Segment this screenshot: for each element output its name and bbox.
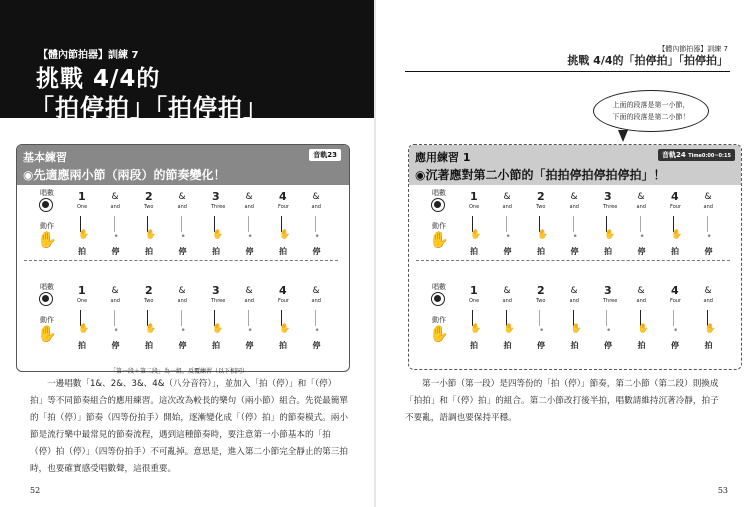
metronome-icon (431, 198, 445, 212)
beat-number: & (503, 192, 511, 202)
clap-label: 拍 (212, 341, 220, 350)
hand-icon: ✋ (429, 230, 449, 249)
clap-hand-icon: ✋ (570, 324, 582, 334)
panel-caption: 「第一段＋第二段」為一組，反覆練習（以下相同） (110, 368, 249, 375)
track-badge (658, 149, 735, 161)
clap-label: 停 (671, 341, 679, 350)
beat-word: Three (603, 298, 618, 304)
beat-word: One (77, 298, 88, 304)
beat-number: 1 (470, 190, 478, 203)
beat-word: and (244, 298, 254, 304)
panel-header (17, 145, 349, 185)
hand-icon: ✋ (37, 324, 57, 343)
page-number: 52 (30, 486, 41, 495)
beat-number: & (245, 286, 253, 296)
clap-label: 拍 (503, 341, 512, 350)
beat-number: & (312, 192, 320, 202)
beat-number: 1 (78, 284, 86, 297)
panel-heading: 基本練習 (23, 151, 67, 164)
rest-hand-icon: • (606, 326, 612, 336)
title-line-2: 「拍停拍」「拍停拍」 (30, 94, 268, 122)
beat-line (506, 216, 507, 232)
metronome-icon (431, 292, 445, 306)
beat-word: One (469, 298, 480, 304)
beat-line (248, 216, 249, 232)
rest-hand-icon: • (572, 232, 578, 242)
clap-label: 拍 (637, 341, 646, 350)
clap-label: 拍 (279, 341, 287, 350)
book-gutter (374, 0, 376, 507)
clap-label: 停 (312, 341, 321, 350)
metronome-icon (39, 198, 53, 212)
rest-hand-icon: • (180, 326, 186, 336)
rest-hand-icon: • (113, 326, 119, 336)
beat-word: and (636, 204, 646, 210)
running-title: 挑戰 4/4的「拍停拍」「拍停拍」 (567, 54, 728, 67)
beat-word: Four (278, 204, 289, 210)
beat-number: & (178, 286, 186, 296)
page-number: 53 (717, 486, 728, 495)
rest-hand-icon: • (505, 232, 511, 242)
clap-label: 拍 (470, 247, 478, 256)
bubble-line-1: 上面的段落是第一小節， (612, 101, 690, 109)
rest-hand-icon: • (314, 232, 320, 242)
rest-hand-icon: • (247, 326, 253, 336)
beat-number: & (637, 286, 645, 296)
count-row-label: 唱數 (40, 189, 54, 197)
beat-line (707, 216, 708, 232)
track-time: Time0:00~0:15 (688, 153, 731, 159)
clap-hand-icon: ✋ (470, 230, 482, 240)
beat-word: and (311, 204, 321, 210)
bar-divider (416, 260, 730, 261)
panel-heading: 應用練習 1 (415, 151, 471, 164)
metronome-icon (39, 292, 53, 306)
panel-subheading: ◉先適應兩小節（兩段）的節奏變化！ (23, 168, 226, 182)
count-row-label: 唱數 (432, 283, 446, 291)
beat-word: and (703, 204, 713, 210)
beat-word: Four (670, 298, 681, 304)
hand-icon: ✋ (37, 230, 57, 249)
beat-word: and (569, 204, 579, 210)
beat-word: One (77, 204, 88, 210)
beat-number: 4 (671, 284, 679, 297)
beat-line (539, 310, 540, 326)
speech-bubble (593, 90, 709, 132)
beat-line (573, 216, 574, 232)
beat-line (315, 216, 316, 232)
right-paragraph: 第一小節（第一段）是四等份的「拍（停）」節奏，第二小節（第二段）則換成「拍拍」和「（停）拍」的組合。第二小節改打後半拍，唱數請維持沉著冷靜，拍子不要亂，語調也要保持平穩。 (405, 379, 719, 423)
title-rule (405, 71, 730, 72)
clap-label: 拍 (704, 341, 713, 350)
basic-practice-panel (16, 144, 350, 372)
beat-line (315, 310, 316, 326)
beat-number: 1 (470, 284, 478, 297)
clap-hand-icon: ✋ (470, 324, 482, 334)
clap-label: 拍 (145, 247, 153, 256)
rest-hand-icon: • (314, 326, 320, 336)
rest-hand-icon: • (706, 232, 712, 242)
beat-word: and (244, 204, 254, 210)
beat-word: Two (144, 204, 154, 210)
title-block (0, 0, 375, 122)
beat-number: 2 (145, 284, 153, 297)
beat-word: Three (211, 298, 226, 304)
beat-line (114, 216, 115, 232)
beat-word: and (502, 298, 512, 304)
track-badge: 音軌23 (309, 149, 341, 161)
beat-word: Three (211, 204, 226, 210)
clap-hand-icon: ✋ (537, 230, 549, 240)
beat-number: 2 (537, 284, 545, 297)
clap-hand-icon: ✋ (604, 230, 616, 240)
beat-number: & (704, 286, 712, 296)
clap-label: 拍 (78, 341, 86, 350)
beat-number: 4 (671, 190, 679, 203)
clap-label: 停 (570, 247, 579, 256)
clap-hand-icon: ✋ (212, 230, 224, 240)
clap-label: 拍 (671, 247, 679, 256)
beat-number: & (245, 192, 253, 202)
clap-label: 停 (178, 341, 187, 350)
action-row-label: 動作 (40, 222, 54, 230)
beat-number: 4 (279, 190, 287, 203)
beat-line (181, 310, 182, 326)
beat-number: & (178, 192, 186, 202)
panel-header (409, 145, 741, 185)
beat-word: and (502, 204, 512, 210)
beat-word: and (311, 298, 321, 304)
count-row-label: 唱數 (432, 189, 446, 197)
clap-label: 停 (111, 247, 120, 256)
clap-label: 停 (245, 341, 254, 350)
clap-label: 拍 (145, 341, 153, 350)
beat-number: 1 (78, 190, 86, 203)
beat-word: and (177, 204, 187, 210)
beat-word: and (110, 204, 120, 210)
beat-number: & (570, 192, 578, 202)
bar-divider (24, 260, 338, 261)
clap-hand-icon: ✋ (145, 230, 157, 240)
beat-number: 3 (604, 190, 612, 203)
beat-number: 4 (279, 284, 287, 297)
clap-hand-icon: ✋ (637, 324, 649, 334)
clap-label: 停 (503, 247, 512, 256)
applied-practice-panel (408, 144, 742, 370)
rest-hand-icon: • (247, 232, 253, 242)
beat-number: 3 (212, 190, 220, 203)
beat-number: & (111, 192, 119, 202)
rest-hand-icon: • (673, 326, 679, 336)
count-row-label: 唱數 (40, 283, 54, 291)
clap-label: 拍 (78, 247, 86, 256)
series-label: 【體內節拍器】訓練 7 (38, 50, 139, 61)
clap-hand-icon: ✋ (671, 230, 683, 240)
clap-hand-icon: ✋ (78, 230, 90, 240)
beat-number: 2 (537, 190, 545, 203)
beat-line (606, 310, 607, 326)
rest-hand-icon: • (180, 232, 186, 242)
beat-line (673, 310, 674, 326)
clap-label: 停 (245, 247, 254, 256)
clap-label: 拍 (604, 247, 612, 256)
rest-hand-icon: • (639, 232, 645, 242)
left-paragraph: 一邊唱數「1&、2&、3&、4&（八分音符）」，並加入「拍（停）」和「（停）拍」等不同節奏組合的應用練習。這次改為較長的樂句（兩小節）組合。先從最簡單的「拍（停）」節奏（四等份拍手）開始，逐漸變化成「（停）拍」的節奏模式。兩小節是流行樂中最常見的節奏流程，遇到這種節奏時，要注意第一小節基本的「拍（停）拍（停）」（四等份拍手）不可亂掉。意思是，進入第二小節完全靜止的第三拍時，也要確實感受唱數聲，這很重要。 (30, 379, 348, 474)
clap-label: 停 (637, 247, 646, 256)
action-row-label: 動作 (432, 222, 446, 230)
panel-subheading: ◉沉著應對第二小節的「拍拍停拍停拍停拍」！ (415, 168, 666, 182)
beat-number: 3 (604, 284, 612, 297)
clap-hand-icon: ✋ (78, 324, 90, 334)
hand-icon: ✋ (429, 324, 449, 343)
clap-hand-icon: ✋ (279, 324, 291, 334)
clap-label: 停 (178, 247, 187, 256)
rest-hand-icon: • (113, 232, 119, 242)
beat-word: Two (536, 298, 546, 304)
clap-hand-icon: ✋ (145, 324, 157, 334)
beat-word: and (636, 298, 646, 304)
beat-word: and (703, 298, 713, 304)
beat-line (248, 310, 249, 326)
clap-label: 停 (537, 341, 545, 350)
beat-number: & (704, 192, 712, 202)
right-page (375, 0, 750, 507)
beat-number: & (570, 286, 578, 296)
speech-bubble-tail (618, 130, 628, 142)
beat-number: & (503, 286, 511, 296)
beat-line (181, 216, 182, 232)
beat-word: Two (536, 204, 546, 210)
clap-label: 拍 (470, 341, 478, 350)
clap-hand-icon: ✋ (704, 324, 716, 334)
beat-word: Two (144, 298, 154, 304)
beat-word: Four (278, 298, 289, 304)
clap-hand-icon: ✋ (503, 324, 515, 334)
clap-hand-icon: ✋ (212, 324, 224, 334)
beat-word: Three (603, 204, 618, 210)
clap-label: 拍 (212, 247, 220, 256)
beat-number: 3 (212, 284, 220, 297)
track-label: 音軌24 (662, 151, 686, 159)
beat-word: and (110, 298, 120, 304)
action-row-label: 動作 (40, 316, 54, 324)
beat-line (114, 310, 115, 326)
clap-label: 停 (312, 247, 321, 256)
series-label: 【體內節拍器】訓練 7 (658, 45, 728, 53)
beat-line (640, 216, 641, 232)
clap-label: 停 (604, 341, 612, 350)
bubble-line-2: 下面的段落是第二小節！ (612, 113, 690, 121)
clap-label: 拍 (279, 247, 287, 256)
beat-number: 2 (145, 190, 153, 203)
beat-number: & (312, 286, 320, 296)
beat-word: One (469, 204, 480, 210)
clap-label: 拍 (537, 247, 545, 256)
clap-label: 停 (111, 341, 120, 350)
clap-label: 停 (704, 247, 713, 256)
rest-hand-icon: • (539, 326, 545, 336)
beat-word: Four (670, 204, 681, 210)
beat-word: and (177, 298, 187, 304)
action-row-label: 動作 (432, 316, 446, 324)
beat-number: & (637, 192, 645, 202)
title-line-1: 挑戰 4/4的 (36, 66, 161, 92)
beat-word: and (569, 298, 579, 304)
clap-hand-icon: ✋ (279, 230, 291, 240)
beat-number: & (111, 286, 119, 296)
clap-label: 拍 (570, 341, 579, 350)
